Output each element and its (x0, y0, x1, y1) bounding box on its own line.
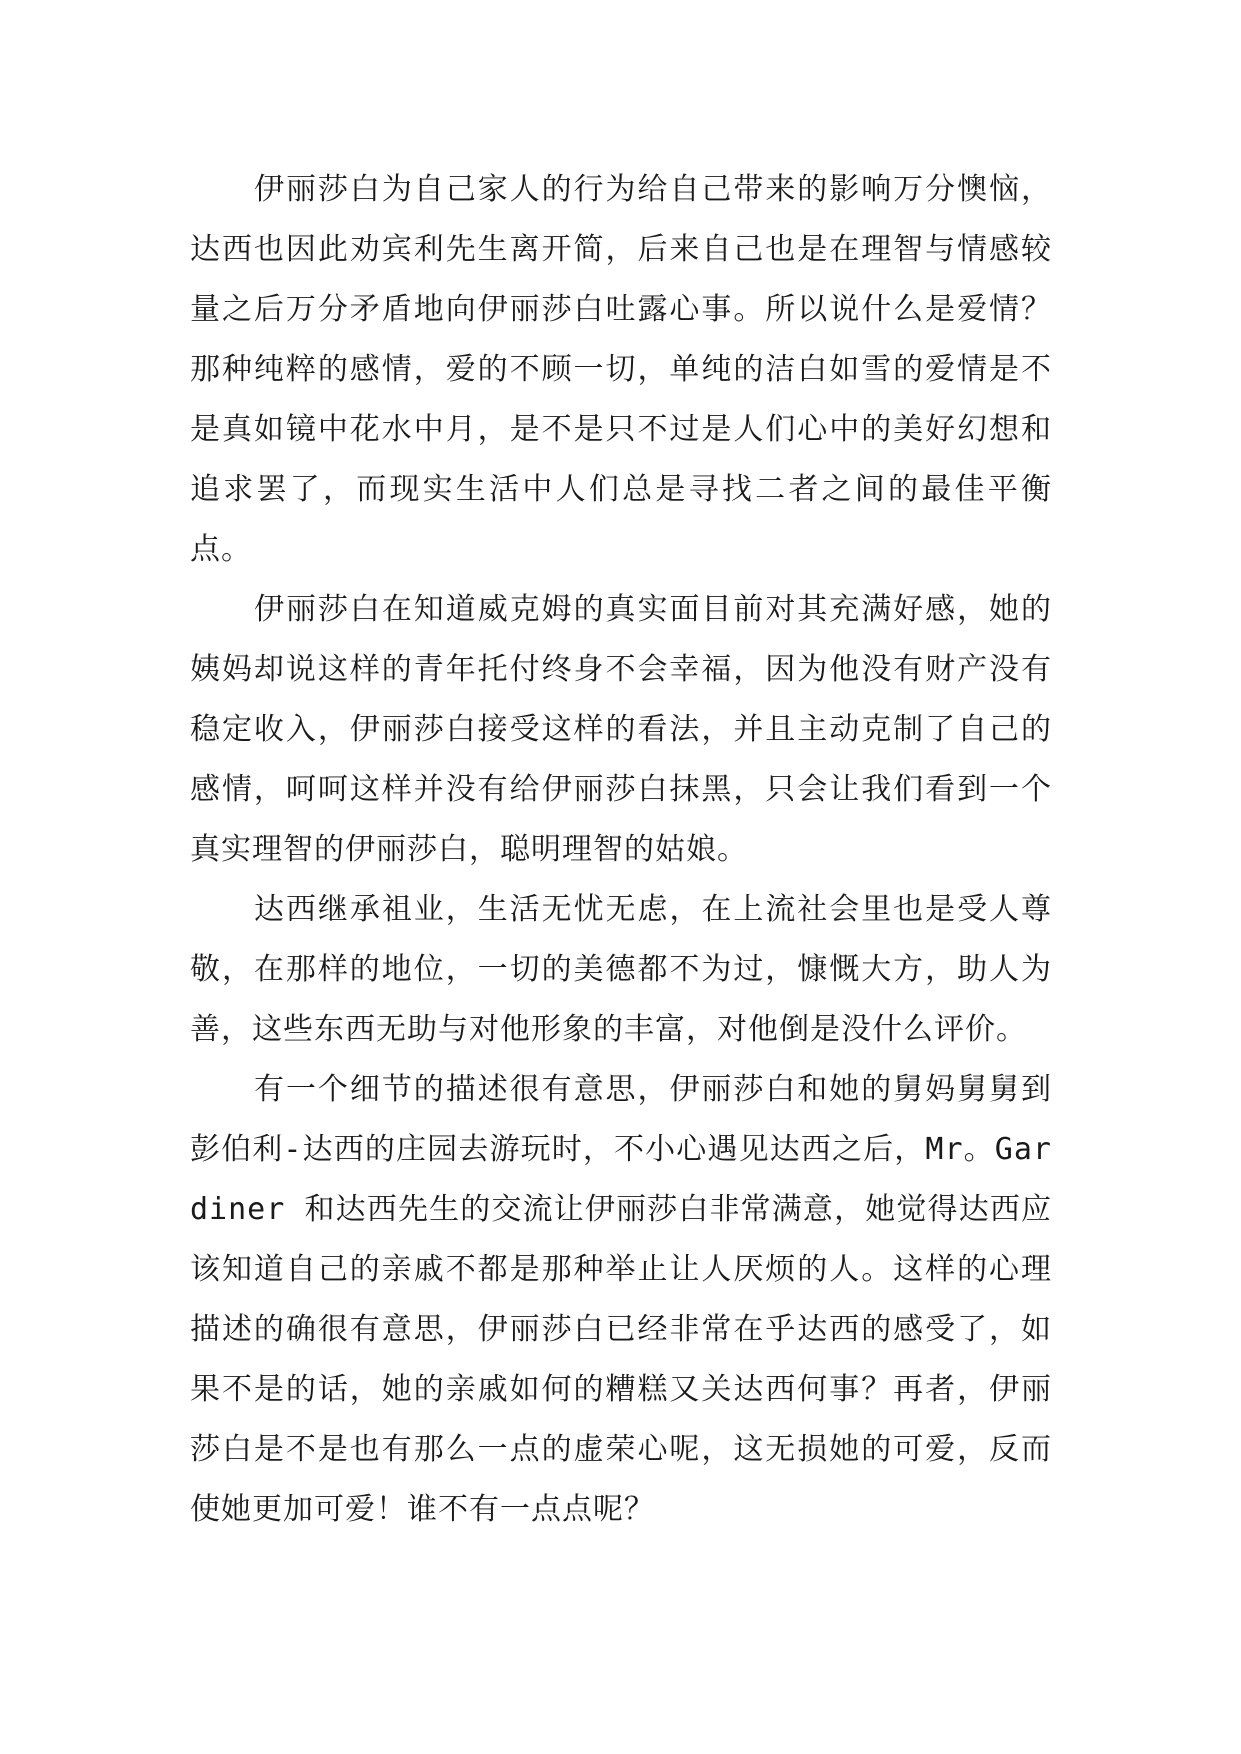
paragraph-1: 伊丽莎白为自己家人的行为给自己带来的影响万分懊恼，达西也因此劝宾利先生离开简，后来自己也是在理智与情感较量之后万分矛盾地向伊丽莎白吐露心事。所以说什么是爱情？那种纯粹的感情，爱的不顾一切，单纯的洁白如雪的爱情是不是真如镜中花水中月，是不是只不过是人们心中的美好幻想和追求罢了，而现实生活中人们总是寻找二者之间的最佳平衡点。 (190, 172, 1052, 567)
paragraph-3: 达西继承祖业，生活无忧无虑，在上流社会里也是受人尊敬，在那样的地位，一切的美德都不为过，慷慨大方，助人为善，这些东西无助与对他形象的丰富，对他倒是没什么评价。 (190, 892, 1052, 1047)
paragraph-2: 伊丽莎白在知道威克姆的真实面目前对其充满好感，她的姨妈却说这样的青年托付终身不会幸福，因为他没有财产没有稳定收入，伊丽莎白接受这样的看法，并且主动克制了自己的感情，呵呵这样并没有给伊丽莎白抹黑，只会让我们看到一个真实理智的伊丽莎白，聪明理智的姑娘。 (190, 592, 1052, 867)
document-body (190, 160, 1052, 1540)
paragraph-4: 有一个细节的描述很有意思，伊丽莎白和她的舅妈舅舅到彭伯利-达西的庄园去游玩时，不小心遇见达西之后，Mr。Gardiner 和达西先生的交流让伊丽莎白非常满意，她觉得达西应该知道自己的亲戚不都是那种举止让人厌烦的人。这样的心理描述的确很有意思，伊丽莎白已经非常在乎达西的感受了，如果不是的话，她的亲戚如何的糟糕又关达西何事？再者，伊丽莎白是不是也有那么一点的虚荣心呢，这无损她的可爱，反而使她更加可爱！谁不有一点点呢？ (190, 1072, 1052, 1527)
